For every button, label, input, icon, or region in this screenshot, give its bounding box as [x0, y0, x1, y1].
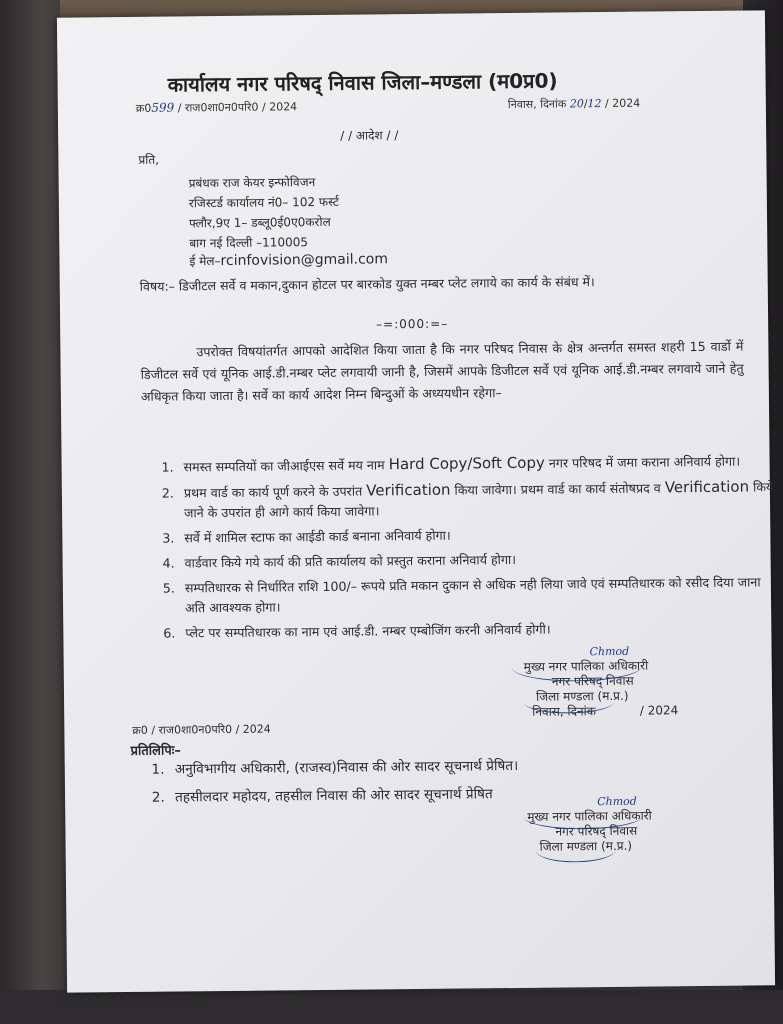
background-bottom	[0, 990, 783, 1024]
signature-stroke	[536, 837, 616, 863]
order-heading: / / आदेश / /	[340, 128, 399, 143]
signatory-district: जिला मण्डला (म.प्र.)	[539, 838, 633, 854]
document-page	[57, 10, 775, 992]
list-item: 1. अनुविभागीय अधिकारी, (राजस्व)निवास की ओर सादर सूचनार्थ प्रेषित।	[169, 752, 769, 780]
signatory-office: नगर परिषद् निवास	[551, 673, 634, 689]
signature-scrawl: Chmod	[589, 644, 630, 659]
list-item: 2. प्रथम वार्ड का कार्य पूर्ण करने के उपरांत Verification किया जावेगा। प्रथम वार्ड का कार्य संतोषप्रद व Verification किये जाने के उपरांत ही आगे कार्य किया जावेगा।	[178, 476, 778, 523]
signatory-district: जिला मण्डला (म.प्र.)	[535, 688, 629, 704]
copy-reference: क्र0 / राज0शा0न0परि0 / 2024	[132, 722, 271, 737]
handwritten-date-month: 12	[587, 97, 602, 111]
order-points-list	[148, 450, 780, 649]
office-title: कार्यालय नगर परिषद् निवास जिला–मण्डला (म0प्र0)	[167, 68, 558, 97]
recipient-email-line: ई मेल–rcinfovision@gmail.com	[189, 251, 389, 270]
list-item: 5. सम्पतिधारक से निर्धारित राशि 100/– रूपये प्रति मकान दुकान से अधिक नही लिया जावे एवं सम्पतिधारक को रसीद दिया जाना अति आवश्यक होगा।	[179, 572, 779, 618]
list-item: 3. सर्वे में शामिल स्टाफ का आईडी कार्ड बनाना अनिवार्य होगा।	[178, 522, 778, 548]
subject-label: विषय:–	[139, 278, 175, 294]
recipient-email: rcinfovision@gmail.com	[220, 251, 389, 270]
recipient-salutation: प्रति,	[138, 152, 160, 167]
list-item: 4. वार्डवार किये गये कार्य की प्रति कार्यालय को प्रस्तुत कराना अनिवार्य होगा।	[179, 547, 779, 573]
body-paragraph: उपरोक्त विषयांतर्गत आपको आदेशित किया जाता है कि नगर परिषद निवास के क्षेत्र अन्तर्गत समस्त शहरी 15 वार्डो में डिजीटल सर्वे एवं यूनिक आई.डी.नम्बर प्लेट लगवायी जानी है, जिसमें आपके डिजीटल सर्वे एवं यूनिक आई.डी.नम्बर लगवाये जाने हेतु अधिकृत किया जाता है। सर्वे का कार्य आदेश निम्न बिन्दुओं के अध्ययधीन रहेगा–	[140, 338, 744, 404]
copy-list	[139, 752, 770, 815]
signatory-designation: मुख्य नगर पालिका अधिकारी	[527, 808, 652, 824]
subject-text: डिजीटल सर्वे व मकान,दुकान होटल पर बारकोड युक्त नम्बर प्लेट लगाये का कार्य के संबंध में।	[178, 274, 595, 294]
copy-heading: प्रतिलिपिः–	[130, 743, 181, 760]
handwritten-date-day: 20	[569, 97, 584, 111]
recipient-line: बाग नई दिल्ली –110005	[189, 235, 309, 251]
handwritten-ref-number: 599	[151, 100, 175, 115]
list-item: 2. तहसीलदार महोदय, तहसील निवास की ओर सादर सूचनार्थ प्रेषित	[169, 780, 769, 808]
list-item: 1. समस्त सम्पतियों का जीआईएस सर्वे मय नाम Hard Copy/Soft Copy नगर परिषद में जमा कराना अनिवार्य होगा।	[178, 450, 778, 477]
divider: –=:000:=–	[376, 316, 449, 332]
signatory-office: नगर परिषद् निवास	[555, 823, 638, 839]
signature-date: निवास, दिनांक / 2024	[532, 703, 679, 719]
reference-number: क्र0599 / राज0शा0न0परि0 / 2024	[135, 100, 298, 115]
recipient-line: फ्लौर,9ए 1– डब्लू0ई0ए0करोल	[189, 214, 331, 231]
signature-scrawl: Chmod	[597, 794, 637, 809]
recipient-line: रजिस्टर्ड कार्यालय नं0– 102 फर्स्ट	[188, 194, 339, 211]
subject-line	[140, 271, 740, 296]
signatory-designation: मुख्य नगर पालिका अधिकारी	[523, 658, 649, 674]
list-item: 6. प्लेट पर सम्पतिधारक का नाम एवं आई.डी. नम्बर एम्बोजिंग करनी अनिवार्य होगी।	[179, 617, 779, 643]
recipient-line: प्रबंधक राज केयर इन्फोविजन	[188, 175, 316, 191]
issue-date: निवास, दिनांक 20/12 / 2024	[507, 96, 641, 112]
